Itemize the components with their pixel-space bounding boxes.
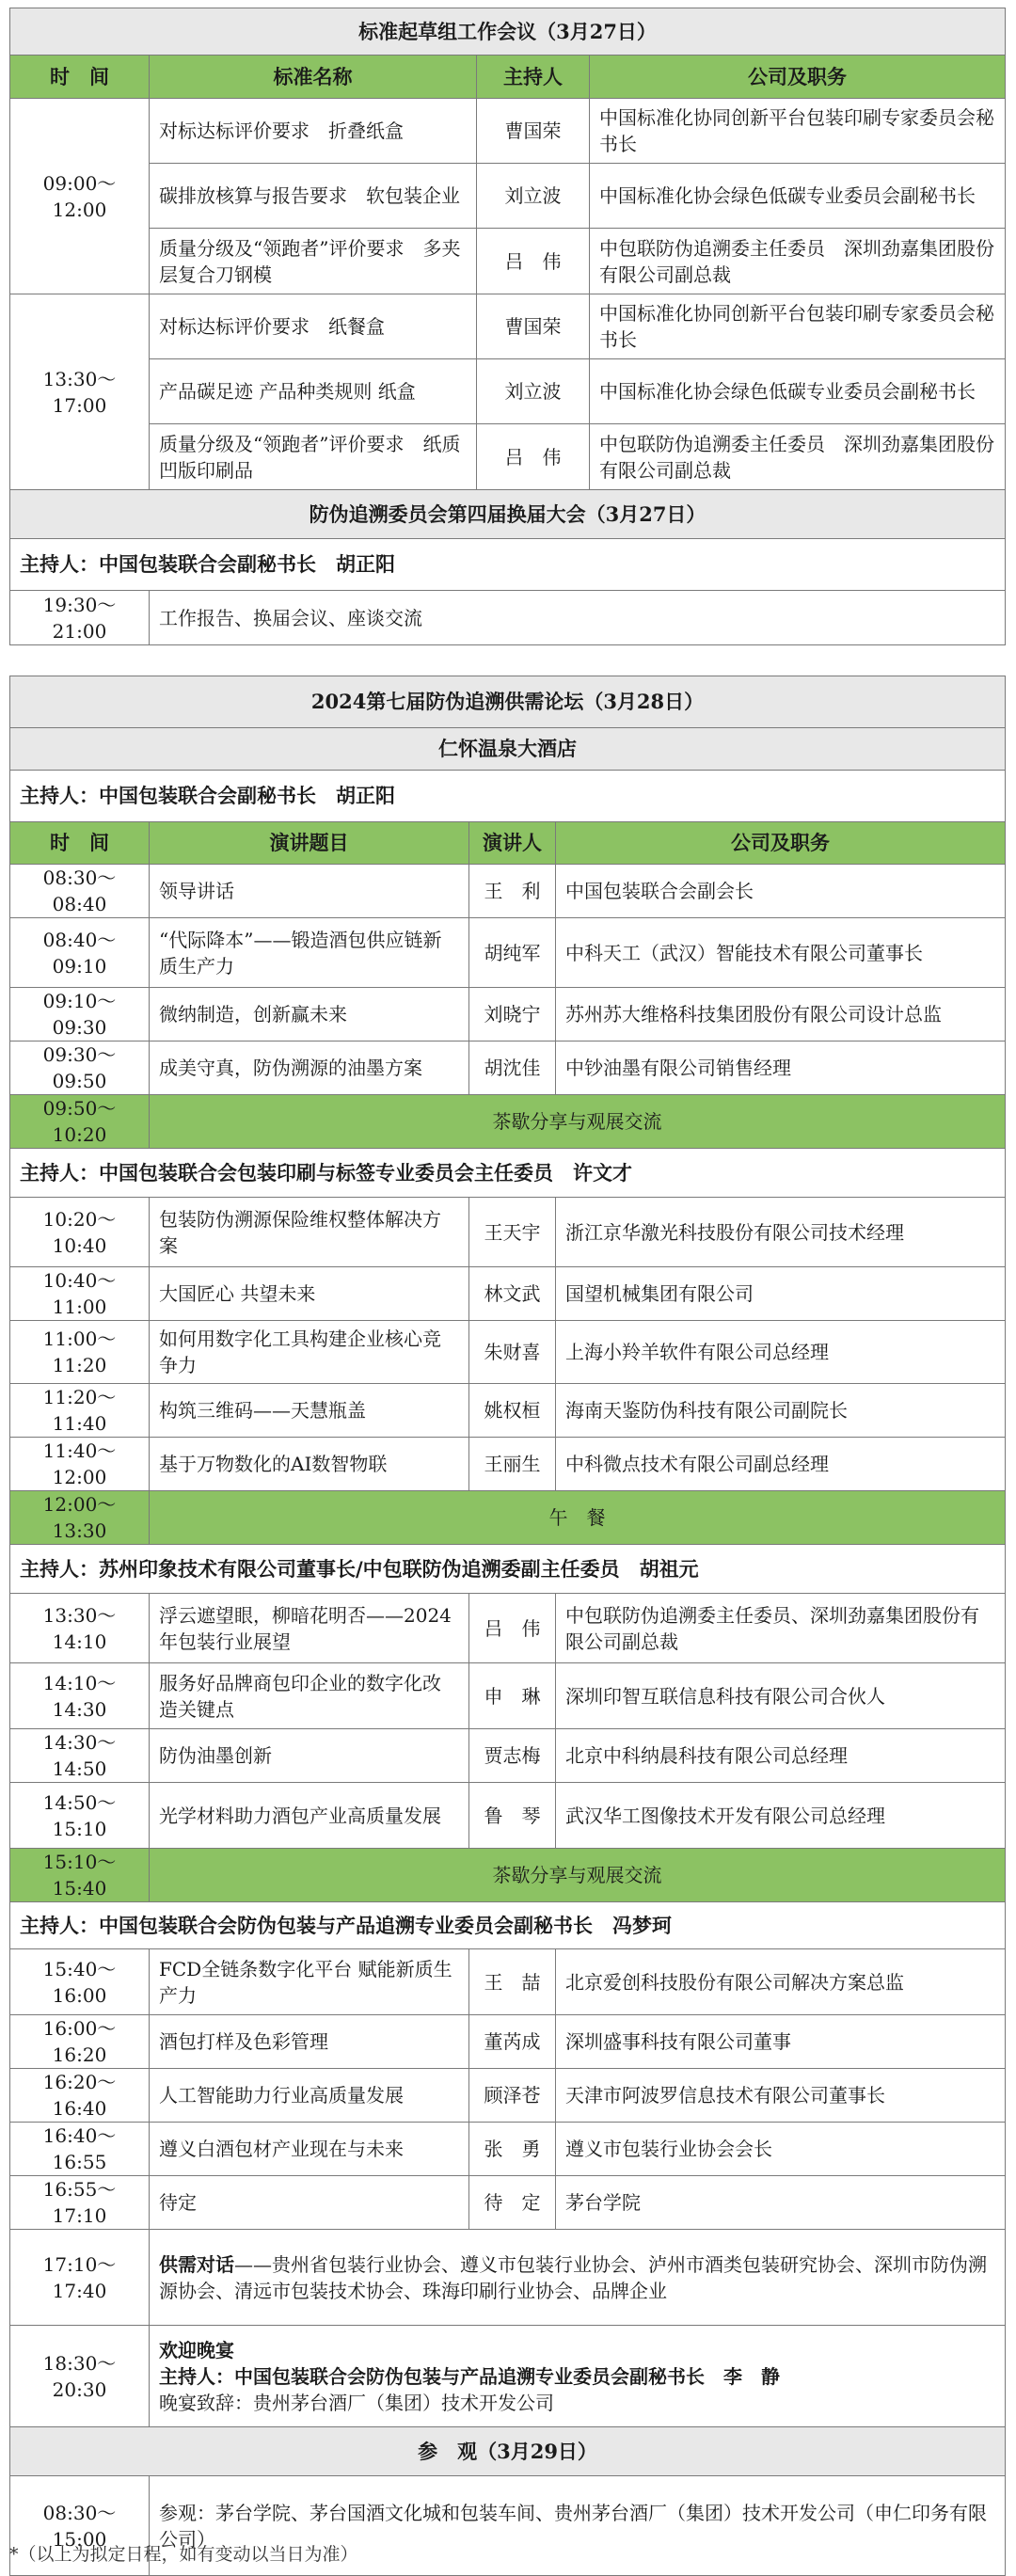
company-cell: 武汉华工图像技术开发有限公司总经理 xyxy=(556,1783,1006,1849)
company-cell: 中国包装联合会副会长 xyxy=(556,865,1006,918)
company-cell: 深圳印智互联信息科技有限公司合伙人 xyxy=(556,1663,1006,1729)
forum-venue: 仁怀温泉大酒店 xyxy=(10,728,1006,771)
topic-cell: 服务好品牌商包印企业的数字化改造关键点 xyxy=(150,1663,469,1729)
dialogue-text: ——贵州省包装行业协会、遵义市包装行业协会、泸州市酒类包装研究协会、深圳市防伪溯源协会、清远市包装技术协会、珠海印刷行业协会、品牌企业 xyxy=(159,2252,987,2302)
company-cell: 茅台学院 xyxy=(556,2176,1006,2230)
visit-content: 参观：茅台学院、茅台国酒文化城和包装车间、贵州茅台酒厂（集团）技术开发公司（申仁印务有限公司） xyxy=(150,2476,1006,2576)
sub-meeting-content: 工作报告、换届会议、座谈交流 xyxy=(150,591,1006,645)
standard-name: 碳排放核算与报告要求 软包装企业 xyxy=(150,164,477,229)
sub-meeting-host: 主持人：中国包装联合会副秘书长 胡正阳 xyxy=(10,539,1006,591)
topic-cell: FCD全链条数字化平台 赋能新质生产力 xyxy=(150,1949,469,2015)
time-cell: 18:30～20:30 xyxy=(10,2326,150,2427)
topic-cell: 光学材料助力酒包产业高质量发展 xyxy=(150,1783,469,1849)
company-cell: 北京爱创科技股份有限公司解决方案总监 xyxy=(556,1949,1006,2015)
company-cell: 中国标准化协同创新平台包装印刷专家委员会秘书长 xyxy=(590,294,1006,359)
speaker-cell: 董芮成 xyxy=(469,2015,556,2069)
topic-cell: 大国匠心 共望未来 xyxy=(150,1267,469,1321)
topic-cell: 基于万物数化的AI数智物联 xyxy=(150,1438,469,1491)
company-cell: 海南天鉴防伪科技有限公司副院长 xyxy=(556,1384,1006,1438)
standard-name: 对标达标评价要求 折叠纸盒 xyxy=(150,99,477,164)
company-cell: 中包联防伪追溯委主任委员 深圳劲嘉集团股份有限公司副总裁 xyxy=(590,424,1006,490)
speaker-cell: 王 利 xyxy=(469,865,556,918)
dialogue-label: 供需对话 xyxy=(159,2252,234,2276)
company-cell: 深圳盛事科技有限公司董事 xyxy=(556,2015,1006,2069)
company-cell: 天津市阿波罗信息技术有限公司董事长 xyxy=(556,2069,1006,2123)
topic-cell: 如何用数字化工具构建企业核心竞争力 xyxy=(150,1321,469,1384)
time-cell: 11:00～11:20 xyxy=(10,1321,150,1384)
visit-title: 参 观（3月29日） xyxy=(10,2427,1006,2476)
speaker-cell: 刘晓宁 xyxy=(469,988,556,1042)
forum-title: 2024第七届防伪追溯供需论坛（3月28日） xyxy=(10,676,1006,728)
speaker-cell: 王 喆 xyxy=(469,1949,556,2015)
topic-cell: 构筑三维码——天慧瓶盖 xyxy=(150,1384,469,1438)
lunch-label: 午 餐 xyxy=(150,1491,1006,1545)
speaker-cell: 贾志梅 xyxy=(469,1729,556,1783)
header-company: 公司及职务 xyxy=(590,56,1006,99)
company-cell: 中国标准化协同创新平台包装印刷专家委员会秘书长 xyxy=(590,99,1006,164)
lunch-time: 12:00～13:30 xyxy=(10,1491,150,1545)
time-cell: 08:30～15:00 xyxy=(10,2476,150,2576)
header-standard: 标准名称 xyxy=(150,56,477,99)
company-cell: 上海小羚羊软件有限公司总经理 xyxy=(556,1321,1006,1384)
topic-cell: 待定 xyxy=(150,2176,469,2230)
standard-name: 产品碳足迹 产品种类规则 纸盒 xyxy=(150,359,477,424)
host-line-2: 主持人：中国包装联合会包装印刷与标签专业委员会主任委员 许文才 xyxy=(10,1149,1006,1198)
speaker-cell: 张 勇 xyxy=(469,2123,556,2176)
time-cell: 16:20～16:40 xyxy=(10,2069,150,2123)
topic-cell: 遵义白酒包材产业现在与未来 xyxy=(150,2123,469,2176)
time-cell: 13:30～17:00 xyxy=(10,294,150,490)
company-cell: 北京中科纳晨科技有限公司总经理 xyxy=(556,1729,1006,1783)
speaker-cell: 吕 伟 xyxy=(469,1594,556,1663)
company-cell: 中包联防伪追溯委主任委员 深圳劲嘉集团股份有限公司副总裁 xyxy=(590,229,1006,294)
time-cell: 14:30～14:50 xyxy=(10,1729,150,1783)
break-time: 09:50～10:20 xyxy=(10,1095,150,1149)
time-cell: 11:40～12:00 xyxy=(10,1438,150,1491)
speaker-cell: 朱财喜 xyxy=(469,1321,556,1384)
time-cell: 09:30～09:50 xyxy=(10,1042,150,1095)
time-cell: 09:10～09:30 xyxy=(10,988,150,1042)
standard-name: 对标达标评价要求 纸餐盒 xyxy=(150,294,477,359)
time-cell: 08:30～08:40 xyxy=(10,865,150,918)
host-name: 曹国荣 xyxy=(477,99,590,164)
host-name: 曹国荣 xyxy=(477,294,590,359)
topic-cell: “代际降本”——锻造酒包供应链新质生产力 xyxy=(150,918,469,988)
time-cell: 15:40～16:00 xyxy=(10,1949,150,2015)
section1-title: 标准起草组工作会议（3月27日） xyxy=(10,8,1006,56)
break-time: 15:10～15:40 xyxy=(10,1849,150,1902)
topic-cell: 微纳制造，创新赢未来 xyxy=(150,988,469,1042)
time-cell: 09:00～12:00 xyxy=(10,99,150,294)
host-line-1: 主持人：中国包装联合会副秘书长 胡正阳 xyxy=(10,771,1006,822)
header-topic: 演讲题目 xyxy=(150,822,469,865)
topic-cell: 浮云遮望眼，柳暗花明否——2024年包装行业展望 xyxy=(150,1594,469,1663)
header-speaker: 演讲人 xyxy=(469,822,556,865)
company-cell: 中科天工（武汉）智能技术有限公司董事长 xyxy=(556,918,1006,988)
dinner-speech: 晚宴致辞：贵州茅台酒厂（集团）技术开发公司 xyxy=(159,2391,554,2414)
topic-cell: 成美守真，防伪溯源的油墨方案 xyxy=(150,1042,469,1095)
speaker-cell: 申 琳 xyxy=(469,1663,556,1729)
header-company: 公司及职务 xyxy=(556,822,1006,865)
topic-cell: 包装防伪溯源保险维权整体解决方案 xyxy=(150,1198,469,1267)
company-cell: 中科微点技术有限公司副总经理 xyxy=(556,1438,1006,1491)
dinner-host: 主持人：中国包装联合会防伪包装与产品追溯专业委员会副秘书长 李 静 xyxy=(159,2364,780,2388)
topic-cell: 人工智能助力行业高质量发展 xyxy=(150,2069,469,2123)
company-cell: 中包联防伪追溯委主任委员、深圳劲嘉集团股份有限公司副总裁 xyxy=(556,1594,1006,1663)
time-cell: 13:30～14:10 xyxy=(10,1594,150,1663)
speaker-cell: 王丽生 xyxy=(469,1438,556,1491)
speaker-cell: 姚权桓 xyxy=(469,1384,556,1438)
speaker-cell: 胡沈佳 xyxy=(469,1042,556,1095)
time-cell: 16:55～17:10 xyxy=(10,2176,150,2230)
time-cell: 11:20～11:40 xyxy=(10,1384,150,1438)
standard-name: 质量分级及“领跑者”评价要求 纸质凹版印刷品 xyxy=(150,424,477,490)
company-cell: 中钞油墨有限公司销售经理 xyxy=(556,1042,1006,1095)
dialogue-cell xyxy=(150,2230,1006,2326)
speaker-cell: 顾泽苍 xyxy=(469,2069,556,2123)
time-cell: 10:40～11:00 xyxy=(10,1267,150,1321)
host-name: 吕 伟 xyxy=(477,229,590,294)
forum-table xyxy=(9,676,1006,2576)
dinner-cell xyxy=(150,2326,1006,2427)
standards-meeting-table xyxy=(9,8,1006,645)
footnote: *（以上为拟定日程，如有变动以当日为准） xyxy=(9,2544,358,2565)
topic-cell: 酒包打样及色彩管理 xyxy=(150,2015,469,2069)
company-cell: 国望机械集团有限公司 xyxy=(556,1267,1006,1321)
topic-cell: 领导讲话 xyxy=(150,865,469,918)
host-line-4: 主持人：中国包装联合会防伪包装与产品追溯专业委员会副秘书长 冯梦珂 xyxy=(10,1902,1006,1949)
speaker-cell: 林文武 xyxy=(469,1267,556,1321)
time-cell: 14:10～14:30 xyxy=(10,1663,150,1729)
dinner-title: 欢迎晚宴 xyxy=(159,2338,234,2361)
host-name: 刘立波 xyxy=(477,359,590,424)
time-cell: 16:40～16:55 xyxy=(10,2123,150,2176)
company-cell: 遵义市包装行业协会会长 xyxy=(556,2123,1006,2176)
speaker-cell: 王天宇 xyxy=(469,1198,556,1267)
time-cell: 08:40～09:10 xyxy=(10,918,150,988)
time-cell: 19:30～21:00 xyxy=(10,591,150,645)
standard-name: 质量分级及“领跑者”评价要求 多夹层复合刀钢模 xyxy=(150,229,477,294)
header-time: 时 间 xyxy=(10,56,150,99)
host-line-3: 主持人：苏州印象技术有限公司董事长/中包联防伪追溯委副主任委员 胡祖元 xyxy=(10,1545,1006,1594)
host-name: 吕 伟 xyxy=(477,424,590,490)
time-cell: 17:10～17:40 xyxy=(10,2230,150,2326)
header-host: 主持人 xyxy=(477,56,590,99)
company-cell: 中国标准化协会绿色低碳专业委员会副秘书长 xyxy=(590,359,1006,424)
time-cell: 10:20～10:40 xyxy=(10,1198,150,1267)
time-cell: 16:00～16:20 xyxy=(10,2015,150,2069)
speaker-cell: 鲁 琴 xyxy=(469,1783,556,1849)
header-time: 时 间 xyxy=(10,822,150,865)
topic-cell: 防伪油墨创新 xyxy=(150,1729,469,1783)
sub-meeting-title: 防伪追溯委员会第四届换届大会（3月27日） xyxy=(10,490,1006,539)
host-name: 刘立波 xyxy=(477,164,590,229)
company-cell: 中国标准化协会绿色低碳专业委员会副秘书长 xyxy=(590,164,1006,229)
break-label: 茶歇分享与观展交流 xyxy=(150,1849,1006,1902)
company-cell: 苏州苏大维格科技集团股份有限公司设计总监 xyxy=(556,988,1006,1042)
speaker-cell: 待 定 xyxy=(469,2176,556,2230)
time-cell: 14:50～15:10 xyxy=(10,1783,150,1849)
speaker-cell: 胡纯军 xyxy=(469,918,556,988)
break-label: 茶歇分享与观展交流 xyxy=(150,1095,1006,1149)
company-cell: 浙江京华激光科技股份有限公司技术经理 xyxy=(556,1198,1006,1267)
